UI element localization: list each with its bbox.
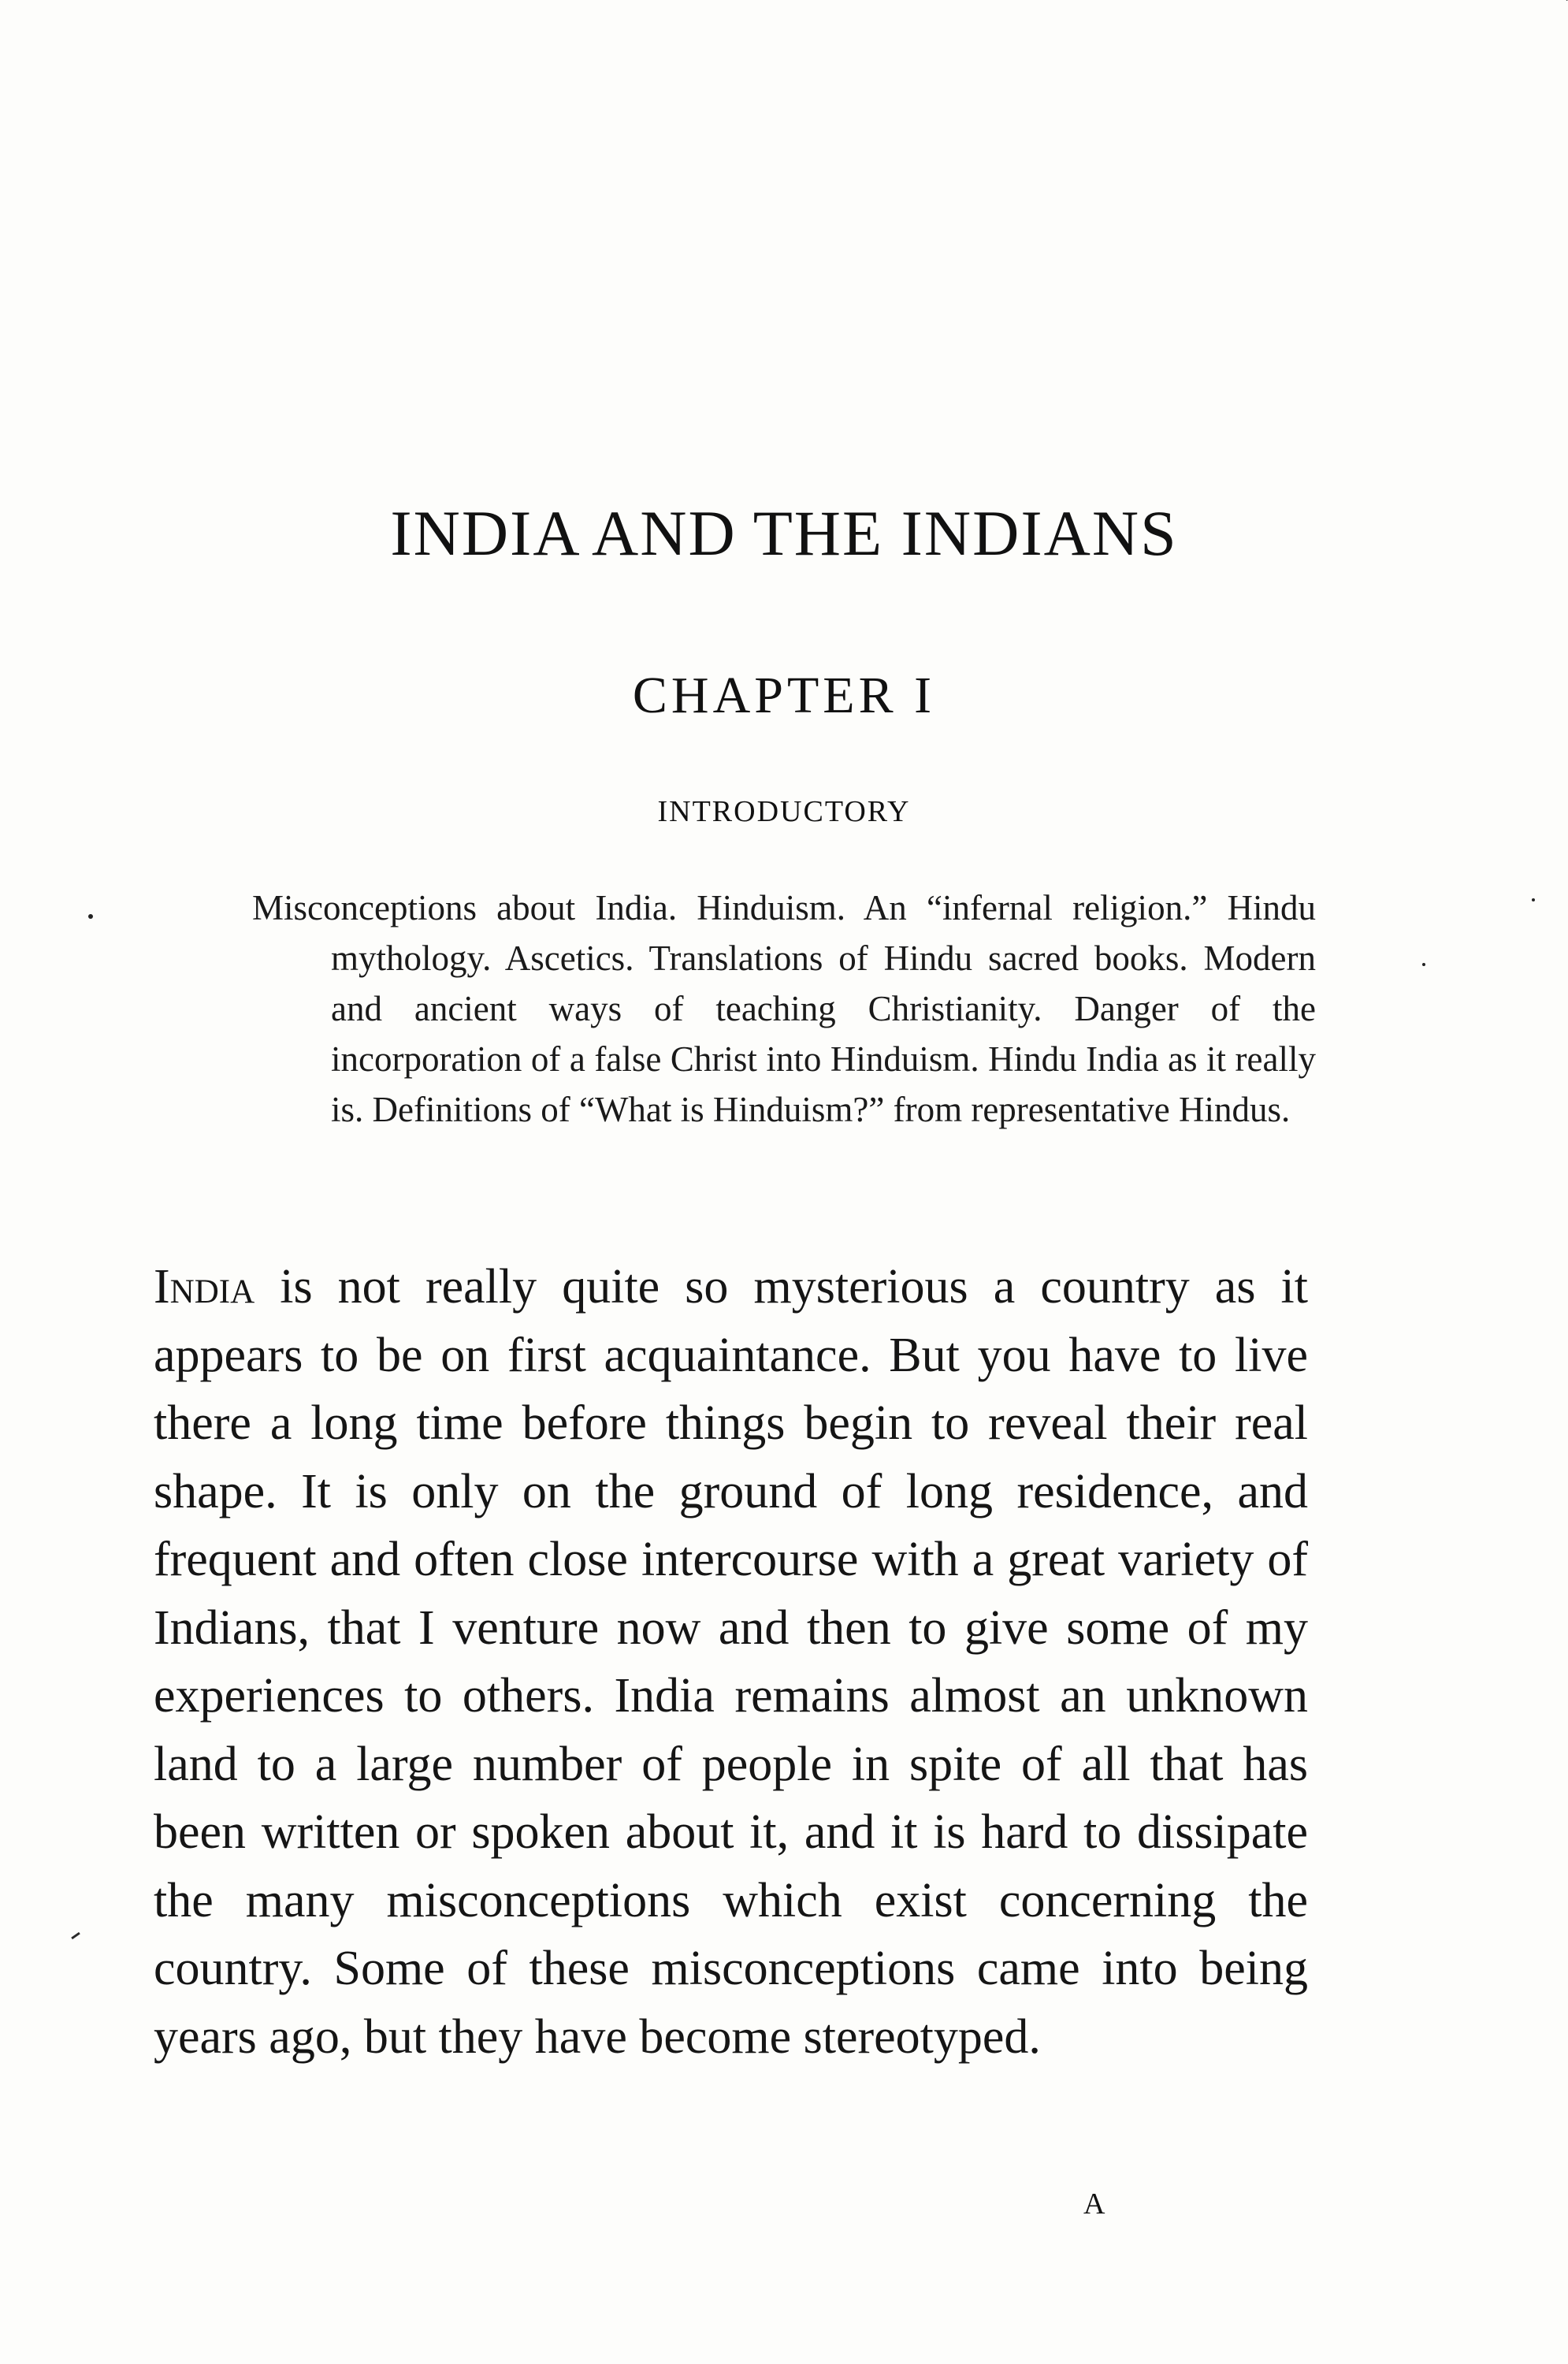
signature-mark: A	[1083, 2187, 1105, 2221]
lead-word: India	[154, 1260, 255, 1314]
chapter-subtitle: INTRODUCTORY	[657, 795, 911, 828]
margin-dot	[1532, 898, 1535, 901]
chapter-synopsis: Misconceptions about India. Hinduism. An “infernal religion.” Hindu mythology. Ascetics. Translations of Hindu sacred books. Modern and ancient ways of teaching Christianity. Danger of the incorporation of a false Christ into Hinduism. Hindu India as it really is. Definitions of “What is Hinduism?” from representative Hindus.	[252, 888, 1316, 1129]
margin-tick	[71, 1932, 80, 1939]
body-paragraph	[154, 1253, 1308, 2071]
margin-dot	[88, 914, 93, 919]
chapter-heading: CHAPTER I	[632, 667, 936, 724]
paragraph-text: is not really quite so mysterious a country as it appears to be on first acquaintance. But you have to live there a long time before things begin to reveal their real shape. It is only on the ground of long residence, and frequent and often close intercourse with a great variety of Indians, that I venture now and then to give some of my experiences to others. India remains almost an unknown land to a large number of people in spite of all that has been written or spoken about it, and it is hard to dissipate the many misconceptions which exist concerning the country. Some of these misconceptions came into being years ago, but they have become stereotyped.	[154, 1260, 1308, 2064]
book-title: INDIA AND THE INDIANS	[390, 497, 1178, 569]
margin-dot	[1422, 963, 1425, 966]
scan-corner-mark	[1535, 0, 1568, 1]
